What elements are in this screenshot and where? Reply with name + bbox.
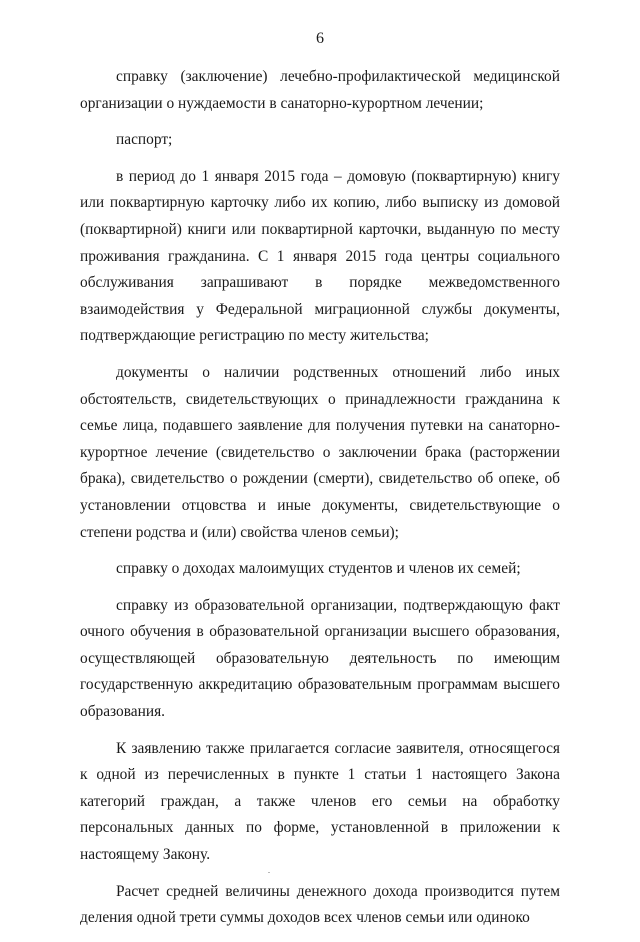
paragraph-student-income: справку о доходах малоимущих студентов и членов их семей; <box>116 560 521 578</box>
page-number: 6 <box>316 30 324 47</box>
paragraph-education-certificate: справку из образовательной организации, подтверждающую факт очного обучения в образовательной организации высшего образования, осуществляющей образовательную деятельность по имеющим государственную аккредитацию образовательным программам высшего образования. <box>80 596 560 721</box>
paragraph-medical-certificate: справку (заключение) лечебно-профилактической медицинской организации о нуждаемости в санаторно-курортном лечении; <box>80 68 560 112</box>
scan-artifact <box>268 872 270 873</box>
paragraph-passport: паспорт; <box>116 131 173 149</box>
paragraph-consent: К заявлению также прилагается согласие заявителя, относящегося к одной из перечисленных в пункте 1 статьи 1 настоящего Закона категорий граждан, а также членов его семьи на обработку персональных данных по форме, установленной в приложении к настоящему Закону. <box>80 739 560 864</box>
paragraph-income-calculation: Расчет средней величины денежного дохода производится путем деления одной трети суммы доходов всех членов семьи или одиноко <box>80 882 560 927</box>
paragraph-house-book: в период до 1 января 2015 года – домовую (поквартирную) книгу или поквартирную карточку либо их копию, либо выписку из домовой (поквартирной) книги или поквартирной карточки, выданную по месту проживания гражданина. С 1 января 2015 года центры социального обслуживания запрашивают в порядке межведомственного взаимодействия у Федеральной миграционной службы документы, подтверждающие регистрацию по месту жительства; <box>80 167 560 345</box>
paragraph-kinship-documents: документы о наличии родственных отношений либо иных обстоятельств, свидетельствующих о принадлежности гражданина к семье лица, подавшего заявление для получения путевки на санаторно-курортное лечение (свидетельство о заключении брака (расторжении брака), свидетельство о рождении (смерти), свидетельство об опеке, об установлении отцовства и иные документы, свидетельствующие о степени родства и (или) свойства членов семьи); <box>80 363 560 541</box>
document-body <box>80 64 560 942</box>
